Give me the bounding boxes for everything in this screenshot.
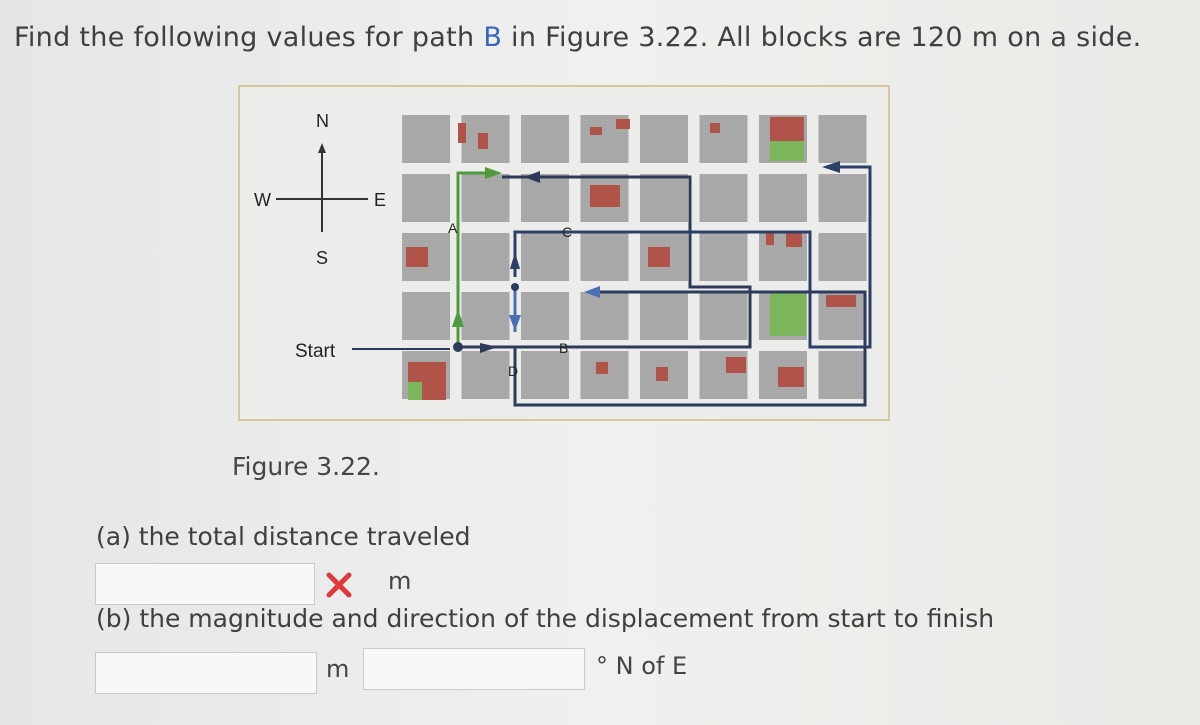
park bbox=[770, 292, 806, 336]
building bbox=[710, 123, 720, 133]
compass-west-label: W bbox=[254, 190, 271, 210]
wrong-x-icon bbox=[322, 568, 356, 602]
city-block bbox=[521, 292, 569, 340]
city-block bbox=[819, 174, 867, 222]
path-label-d: D bbox=[508, 363, 519, 379]
question-text bbox=[14, 22, 1142, 53]
path-d-arrowhead bbox=[509, 315, 521, 331]
city-block bbox=[640, 115, 688, 163]
city-block bbox=[521, 115, 569, 163]
city-block bbox=[402, 292, 450, 340]
city-block bbox=[402, 174, 450, 222]
city-block bbox=[462, 174, 510, 222]
compass-rose-icon bbox=[254, 111, 386, 268]
city-block bbox=[640, 292, 688, 340]
part-b-prompt: (b) the magnitude and direction of the displacement from start to finish bbox=[96, 604, 995, 633]
city-block bbox=[819, 351, 867, 399]
compass-south-label: S bbox=[316, 248, 329, 268]
north-arrow-icon bbox=[318, 143, 326, 153]
city-block bbox=[819, 233, 867, 281]
building bbox=[726, 357, 746, 373]
direction-unit-label: ° N of E bbox=[596, 652, 688, 680]
question-suffix: in Figure 3.22. All blocks are 120 m on a side. bbox=[502, 22, 1142, 53]
building bbox=[596, 362, 608, 374]
distance-answer-input[interactable] bbox=[95, 563, 315, 605]
start-label: Start bbox=[295, 341, 336, 362]
city-block bbox=[521, 174, 569, 222]
building bbox=[590, 127, 602, 135]
building bbox=[770, 117, 804, 141]
city-block bbox=[700, 233, 748, 281]
direction-answer-input[interactable] bbox=[363, 648, 585, 690]
park bbox=[770, 141, 804, 161]
distance-unit-label: m bbox=[388, 567, 412, 595]
city-block bbox=[700, 174, 748, 222]
start-point bbox=[453, 342, 463, 352]
building bbox=[786, 233, 802, 247]
building bbox=[616, 119, 630, 129]
building bbox=[826, 295, 856, 307]
path-c-arrowhead bbox=[510, 252, 520, 269]
city-block bbox=[581, 351, 629, 399]
building bbox=[458, 123, 466, 143]
building bbox=[778, 367, 804, 387]
city-block bbox=[640, 174, 688, 222]
church-building bbox=[648, 247, 670, 267]
city-block bbox=[581, 233, 629, 281]
compass-north-label: N bbox=[316, 111, 329, 131]
city-block bbox=[521, 233, 569, 281]
city-block bbox=[462, 292, 510, 340]
city-map bbox=[240, 87, 892, 423]
figure-3-22 bbox=[238, 85, 890, 421]
city-block bbox=[521, 351, 569, 399]
building bbox=[656, 367, 668, 381]
city-block bbox=[819, 115, 867, 163]
city-block bbox=[462, 233, 510, 281]
path-point bbox=[511, 283, 519, 291]
building bbox=[406, 247, 428, 267]
city-block bbox=[581, 292, 629, 340]
city-block bbox=[462, 351, 510, 399]
city-block bbox=[700, 292, 748, 340]
part-a-prompt: (a) the total distance traveled bbox=[96, 522, 471, 551]
city-block bbox=[402, 115, 450, 163]
magnitude-answer-input[interactable] bbox=[95, 652, 317, 694]
city-block bbox=[700, 115, 748, 163]
path-label-a: A bbox=[448, 220, 458, 236]
city-block bbox=[759, 174, 807, 222]
park bbox=[408, 382, 422, 400]
path-label-c: C bbox=[562, 224, 573, 240]
building bbox=[590, 185, 620, 207]
question-path-name: B bbox=[483, 22, 503, 53]
building bbox=[766, 233, 774, 245]
path-label-b: B bbox=[559, 340, 569, 356]
figure-caption: Figure 3.22. bbox=[232, 452, 380, 481]
building bbox=[478, 133, 488, 149]
magnitude-unit-label: m bbox=[326, 655, 350, 683]
compass-east-label: E bbox=[374, 190, 387, 210]
question-prefix: Find the following values for path bbox=[14, 22, 484, 53]
